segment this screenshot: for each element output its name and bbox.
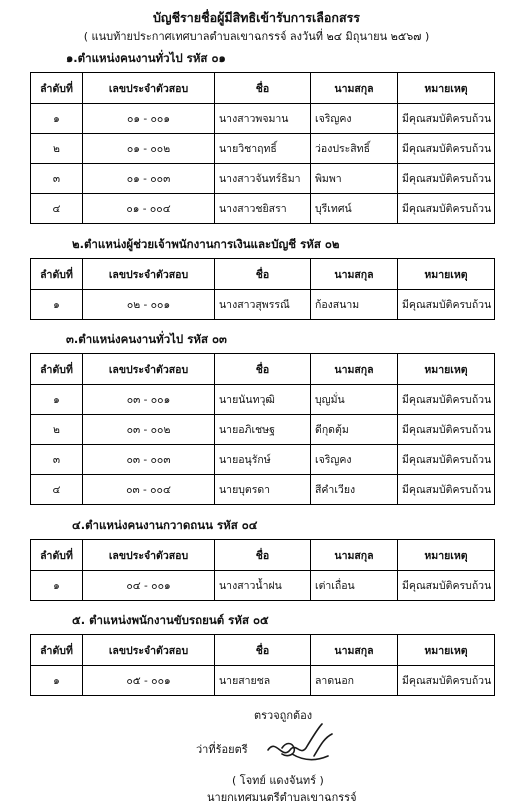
table-section-3	[30, 353, 495, 505]
header-last-name: นามสกุล	[311, 635, 398, 666]
cell-remark: มีคุณสมบัติครบถ้วน	[398, 194, 495, 224]
cell-remark: มีคุณสมบัติครบถ้วน	[398, 134, 495, 164]
header-no: ลำดับที่	[31, 635, 83, 666]
table-header-row	[31, 635, 495, 666]
cell-first-name: นางสาวชยิสรา	[215, 194, 311, 224]
cell-remark: มีคุณสมบัติครบถ้วน	[398, 415, 495, 445]
cell-first-name: นายอนุรักษ์	[215, 445, 311, 475]
cell-first-name: นางสาวจันทร์ธิมา	[215, 164, 311, 194]
section-heading-2: ๒.ตำแหน่งผู้ช่วยเจ้าพนักงานการเงินและบัญชี รหัส ๐๒	[72, 237, 340, 251]
header-no: ลำดับที่	[31, 259, 83, 290]
cell-no: ๒	[31, 415, 83, 445]
cell-exam-id: ๐๔ - ๐๐๑	[83, 571, 215, 601]
header-no: ลำดับที่	[31, 540, 83, 571]
table-row	[31, 571, 495, 601]
cell-last-name: เต่าเถื่อน	[311, 571, 398, 601]
header-exam-id: เลขประจำตัวสอบ	[83, 635, 215, 666]
cell-last-name: ก้องสนาม	[311, 290, 398, 320]
cell-first-name: นางสาวน้ำฝน	[215, 571, 311, 601]
table-row	[31, 194, 495, 224]
cell-last-name: บุญมั่น	[311, 385, 398, 415]
cell-exam-id: ๐๑ - ๐๐๔	[83, 194, 215, 224]
header-remark: หมายเหตุ	[398, 73, 495, 104]
cell-no: ๓	[31, 164, 83, 194]
header-first-name: ชื่อ	[215, 73, 311, 104]
header-first-name: ชื่อ	[215, 354, 311, 385]
header-last-name: นามสกุล	[311, 540, 398, 571]
section-heading-4: ๔.ตำแหน่งคนงานกวาดถนน รหัส ๐๔	[72, 518, 258, 532]
table-row	[31, 415, 495, 445]
header-no: ลำดับที่	[31, 354, 83, 385]
table-section-4	[30, 539, 495, 601]
document-subtitle: ( แนบท้ายประกาศเทศบาลตำบลเขาฉกรรจ์ ลงวันที่ ๒๔ มิถุนายน ๒๕๖๗ )	[83, 30, 430, 43]
cell-first-name: นายสายชล	[215, 666, 311, 696]
document-title: บัญชีรายชื่อผู้มีสิทธิเข้ารับการเลือกสรร	[152, 10, 361, 25]
cell-last-name: เจริญคง	[311, 445, 398, 475]
table-row	[31, 134, 495, 164]
cell-remark: มีคุณสมบัติครบถ้วน	[398, 104, 495, 134]
header-remark: หมายเหตุ	[398, 635, 495, 666]
cell-exam-id: ๐๑ - ๐๐๒	[83, 134, 215, 164]
header-no: ลำดับที่	[31, 73, 83, 104]
header-exam-id: เลขประจำตัวสอบ	[83, 354, 215, 385]
cell-last-name: พิมพา	[311, 164, 398, 194]
cell-remark: มีคุณสมบัติครบถ้วน	[398, 445, 495, 475]
cell-exam-id: ๐๑ - ๐๐๑	[83, 104, 215, 134]
header-first-name: ชื่อ	[215, 540, 311, 571]
signer-name: ( โจทย์ แดงจันทร์ )	[232, 774, 324, 787]
checked-label: ตรวจถูกต้อง	[254, 709, 313, 722]
cell-first-name: นายบุตรดา	[215, 475, 311, 505]
cell-first-name: นายวิชาฤทธิ์	[215, 134, 311, 164]
table-header-row	[31, 73, 495, 104]
cell-remark: มีคุณสมบัติครบถ้วน	[398, 666, 495, 696]
table-row	[31, 385, 495, 415]
header-first-name: ชื่อ	[215, 635, 311, 666]
table-row	[31, 445, 495, 475]
header-remark: หมายเหตุ	[398, 540, 495, 571]
cell-exam-id: ๐๒ - ๐๐๑	[83, 290, 215, 320]
table-header-row	[31, 259, 495, 290]
cell-exam-id: ๐๓ - ๐๐๔	[83, 475, 215, 505]
table-section-2	[30, 258, 495, 320]
table-section-1	[30, 72, 495, 224]
cell-remark: มีคุณสมบัติครบถ้วน	[398, 164, 495, 194]
header-exam-id: เลขประจำตัวสอบ	[83, 259, 215, 290]
cell-first-name: นางสาวสุพรรณี	[215, 290, 311, 320]
cell-remark: มีคุณสมบัติครบถ้วน	[398, 475, 495, 505]
header-last-name: นามสกุล	[311, 73, 398, 104]
table-row	[31, 475, 495, 505]
table-row	[31, 666, 495, 696]
table-section-5	[30, 634, 495, 696]
cell-no: ๑	[31, 666, 83, 696]
section-heading-3: ๓.ตำแหน่งคนงานทั่วไป รหัส ๐๓	[66, 332, 227, 346]
section-heading-1: ๑.ตำแหน่งคนงานทั่วไป รหัส ๐๑	[66, 51, 226, 65]
header-last-name: นามสกุล	[311, 354, 398, 385]
cell-no: ๑	[31, 385, 83, 415]
cell-no: ๔	[31, 194, 83, 224]
cell-remark: มีคุณสมบัติครบถ้วน	[398, 385, 495, 415]
header-remark: หมายเหตุ	[398, 354, 495, 385]
cell-no: ๑	[31, 104, 83, 134]
cell-last-name: บุรีเทศน์	[311, 194, 398, 224]
section-heading-5: ๕. ตำแหน่งพนักงานขับรถยนต์ รหัส ๐๕	[72, 613, 269, 627]
cell-exam-id: ๐๓ - ๐๐๑	[83, 385, 215, 415]
header-last-name: นามสกุล	[311, 259, 398, 290]
cell-no: ๓	[31, 445, 83, 475]
cell-first-name: นายอภิเชษฐ	[215, 415, 311, 445]
cell-no: ๔	[31, 475, 83, 505]
table-header-row	[31, 540, 495, 571]
table-header-row	[31, 354, 495, 385]
header-exam-id: เลขประจำตัวสอบ	[83, 73, 215, 104]
cell-exam-id: ๐๓ - ๐๐๓	[83, 445, 215, 475]
cell-no: ๑	[31, 290, 83, 320]
cell-no: ๒	[31, 134, 83, 164]
cell-first-name: นายนันทวุฒิ	[215, 385, 311, 415]
cell-exam-id: ๐๓ - ๐๐๒	[83, 415, 215, 445]
cell-exam-id: ๐๕ - ๐๐๑	[83, 666, 215, 696]
cell-first-name: นางสาวพจมาน	[215, 104, 311, 134]
cell-last-name: สีคำเวียง	[311, 475, 398, 505]
signature-image	[262, 720, 342, 770]
header-exam-id: เลขประจำตัวสอบ	[83, 540, 215, 571]
table-row	[31, 164, 495, 194]
cell-last-name: ลาดนอก	[311, 666, 398, 696]
signer-position: นายกเทศมนตรีตำบลเขาฉกรรจ์	[207, 791, 357, 804]
rank-label: ว่าที่ร้อยตรี	[196, 743, 248, 756]
cell-last-name: ว่องประสิทธิ์	[311, 134, 398, 164]
cell-exam-id: ๐๑ - ๐๐๓	[83, 164, 215, 194]
table-row	[31, 104, 495, 134]
header-remark: หมายเหตุ	[398, 259, 495, 290]
cell-last-name: เจริญคง	[311, 104, 398, 134]
cell-no: ๑	[31, 571, 83, 601]
cell-remark: มีคุณสมบัติครบถ้วน	[398, 290, 495, 320]
cell-remark: มีคุณสมบัติครบถ้วน	[398, 571, 495, 601]
cell-last-name: ดีกุดตุ้ม	[311, 415, 398, 445]
table-row	[31, 290, 495, 320]
header-first-name: ชื่อ	[215, 259, 311, 290]
